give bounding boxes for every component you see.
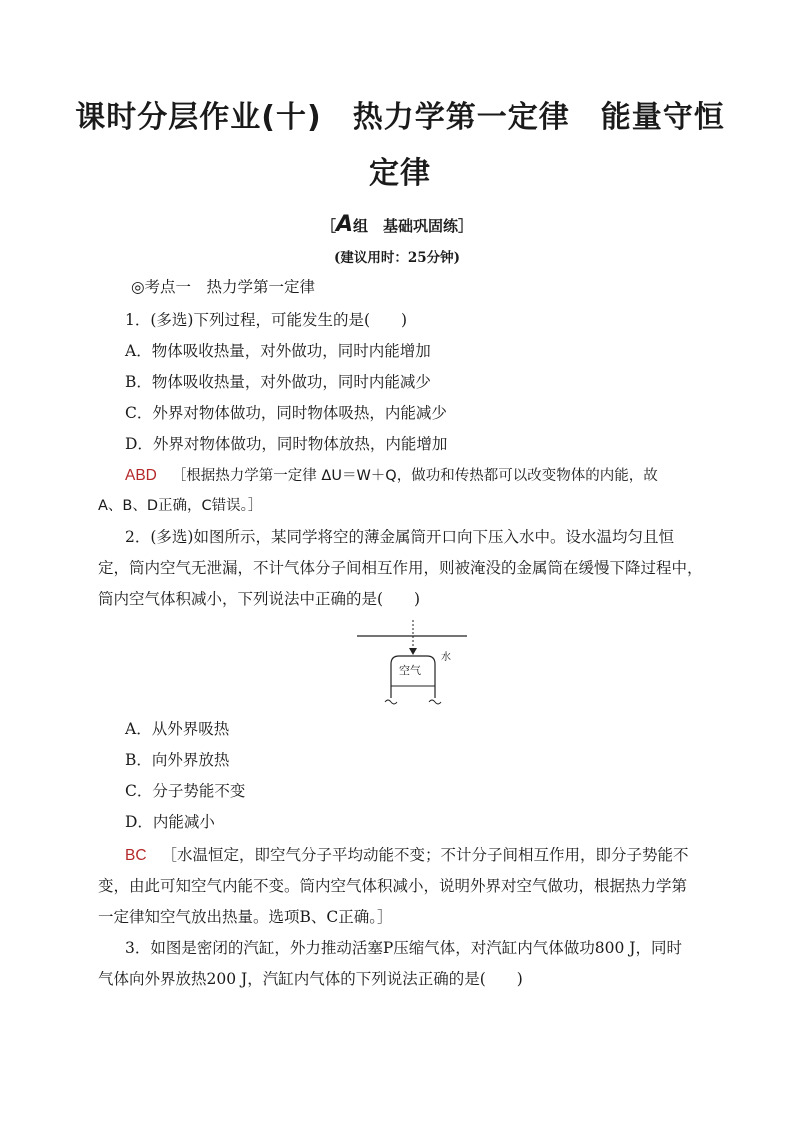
group-letter: A (335, 212, 353, 237)
q3-stem-2: 气体向外界放热200 J，汽缸内气体的下列说法正确的是( ) (98, 970, 523, 988)
water-wave-left (385, 700, 397, 704)
q2-option-a: A．从外界吸热 (125, 720, 230, 738)
q1-answer: ABD (125, 467, 157, 484)
q1-answer-line (125, 465, 658, 486)
q1-option-d: D．外界对物体做功，同时物体放热，内能增加 (125, 435, 448, 453)
section-heading: ◎考点一 热力学第一定律 (131, 278, 316, 296)
group-bracket-close: ］ (458, 217, 474, 235)
q2-solution-1: ［水温恒定，即空气分子平均动能不变；不计分子间相互作用，即分子势能不 (161, 846, 689, 864)
q2-answer-line (125, 845, 689, 866)
q2-stem-3: 筒内空气体积减小，下列说法中正确的是( ) (98, 590, 421, 608)
q2-option-d: D．内能减小 (125, 813, 215, 831)
page-title-line2: 定律 (369, 156, 431, 191)
cylinder-figure (355, 618, 470, 710)
q2-solution-2: 变，由此可知空气内能不变。筒内空气体积减小，说明外界对空气做功，根据热力学第 (98, 877, 688, 895)
group-heading (0, 212, 794, 237)
water-label: 水 (441, 652, 451, 663)
q1-solution-2: A、B、D正确，C错误。］ (98, 498, 263, 514)
time-hint: (建议用时：25分钟) (333, 250, 461, 266)
q1-option-a: A．物体吸收热量，对外做功，同时内能增加 (125, 342, 431, 360)
group-bracket-open: ［ (320, 217, 336, 235)
q1-option-b: B．物体吸收热量，对外做功，同时内能减少 (125, 373, 431, 391)
cylinder-label: 空气 (399, 664, 421, 677)
arrow-down-icon (409, 648, 417, 655)
q1-stem: 1．(多选)下列过程，可能发生的是( ) (125, 311, 408, 329)
q2-stem-1: 2．(多选)如图所示，某同学将空的薄金属筒开口向下压入水中。设水温均匀且恒 (125, 528, 674, 546)
q1-solution-1: ［根据热力学第一定律 ΔU＝W＋Q，做功和传热都可以改变物体的内能，故 (171, 468, 658, 484)
group-text: 组 基础巩固练 (353, 217, 459, 235)
q2-solution-3: 一定律知空气放出热量。选项B、C正确。］ (98, 908, 393, 926)
q1-option-c: C．外界对物体做功，同时物体吸热，内能减少 (125, 404, 447, 422)
q2-answer: BC (125, 847, 147, 864)
q3-stem-1: 3．如图是密闭的汽缸，外力推动活塞P压缩气体，对汽缸内气体做功800 J，同时 (125, 939, 683, 957)
q2-option-b: B．向外界放热 (125, 751, 230, 769)
q2-stem-2: 定，筒内空气无泄漏，不计气体分子间相互作用，则被淹没的金属筒在缓慢下降过程中， (98, 559, 703, 577)
metal-cylinder (391, 656, 435, 698)
page-title-line1: 课时分层作业(十) 热力学第一定律 能量守恒 (75, 100, 725, 135)
q2-option-c: C．分子势能不变 (125, 782, 246, 800)
water-wave-right (429, 700, 441, 704)
